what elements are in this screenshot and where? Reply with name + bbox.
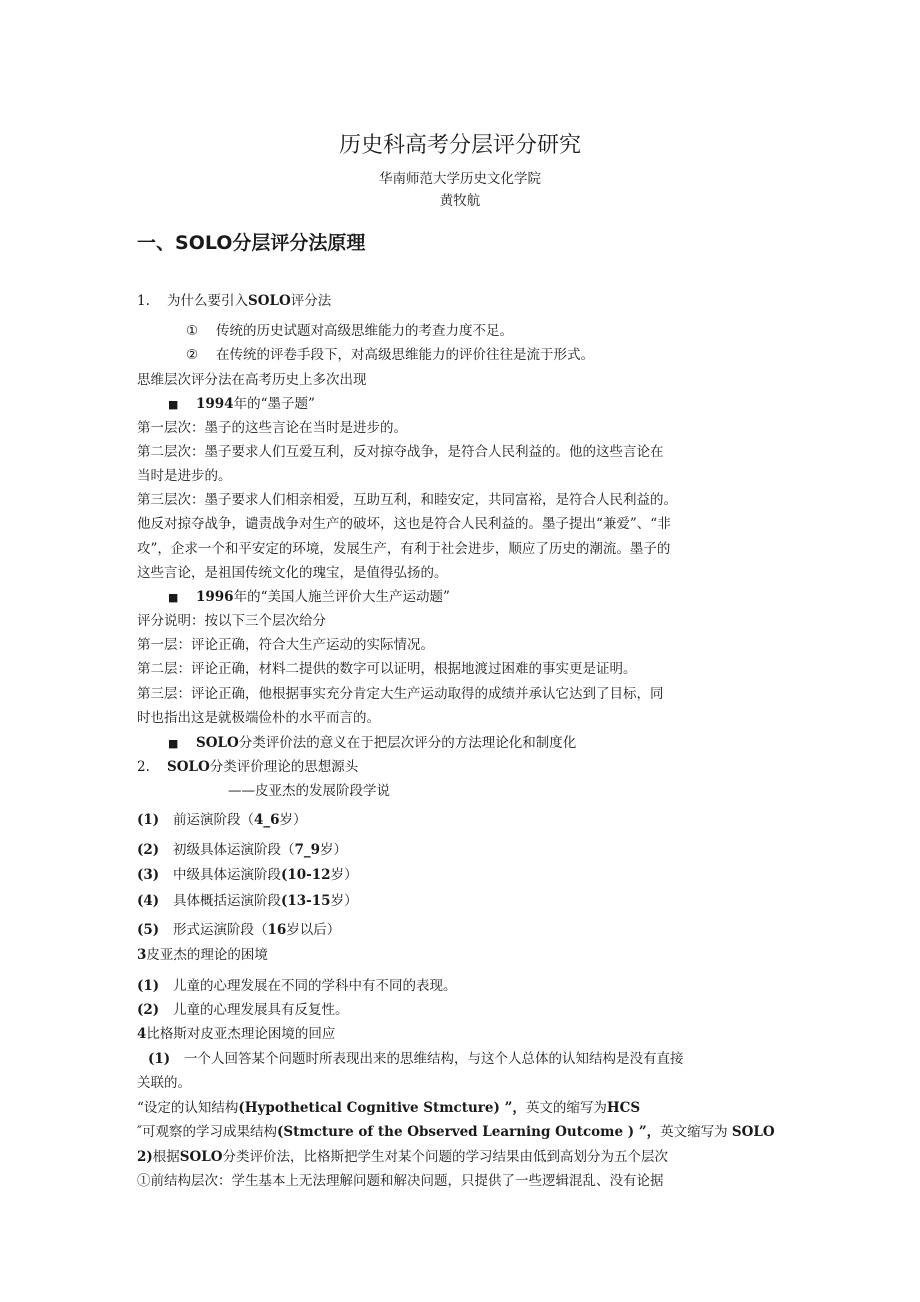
mozi-line: 这些言论，是祖国传统文化的瑰宝，是值得弘扬的。 xyxy=(137,565,448,581)
bullet-1994: ■ 1994年的“墨子题” xyxy=(168,396,315,412)
dilemma-item: (2) 儿童的心理发展具有反复性。 xyxy=(137,1002,349,1018)
document-title: 历史科高考分层评分研究 xyxy=(338,133,581,158)
stage-item: (5) 形式运演阶段（16岁以后） xyxy=(137,922,341,938)
question-2: 2. SOLO分类评价理论的思想源头 xyxy=(137,759,359,775)
shilan-line: 第二层：评论正确，材料二提供的数字可以证明，根据地渡过困难的事实更是证明。 xyxy=(137,661,637,677)
stage-item: (1) 前运演阶段（4_6岁） xyxy=(137,812,307,828)
question-2-subtitle: ——皮亚杰的发展阶段学说 xyxy=(228,783,390,799)
mozi-line: 第三层次：墨子要求人们相亲相爱，互助互利，和睦安定，共同富裕，是符合人民利益的。 xyxy=(137,492,677,508)
author: 黄牧航 xyxy=(439,193,481,209)
bullet-solo: ■ SOLO分类评价法的意义在于把层次评分的方法理论化和制度化 xyxy=(168,735,577,751)
response-1-cont: 关联的。 xyxy=(137,1075,191,1091)
stage-item: (2) 初级具体运演阶段（7_9岁） xyxy=(137,842,348,858)
section-heading-1: 一、SOLO分层评分法原理 xyxy=(137,232,366,254)
question-4: 4比格斯对皮亚杰理论困境的回应 xyxy=(137,1026,336,1042)
reason-1: ① 传统的历史试题对高级思维能力的考查力度不足。 xyxy=(186,323,513,339)
shilan-line: 第一层：评论正确，符合大生产运动的实际情况。 xyxy=(137,637,434,653)
mozi-line: 第二层次：墨子要求人们互爱互利，反对掠夺战争，是符合人民利益的。他的这些言论在 xyxy=(137,444,664,460)
question-3: 3皮亚杰的理论的困境 xyxy=(137,947,268,963)
mozi-line: 攻”，企求一个和平安定的环境，发展生产，有利于社会进步，顺应了历史的潮流。墨子的 xyxy=(137,541,671,557)
shilan-line: 评分说明：按以下三个层次给分 xyxy=(137,613,326,629)
question-1: 1. 为什么要引入SOLO评分法 xyxy=(137,293,332,309)
bullet-1996: ■ 1996年的“美国人施兰评价大生产运动题” xyxy=(168,589,450,605)
solo-line: ″可观察的学习成果结构(Stmcture of the Observed Learning Outcome ) ”，英文缩写为 SOLO xyxy=(137,1124,775,1140)
mozi-line: 他反对掠夺战争，谴责战争对生产的破坏，这也是符合人民利益的。墨子提出“兼爱”、“非 xyxy=(137,516,671,532)
shilan-line: 时也指出这是就极端俭朴的水平而言的。 xyxy=(137,710,380,726)
response-1: (1) 一个人回答某个问题时所表现出来的思维结构，与这个人总体的认知结构是没有直接 xyxy=(148,1051,684,1067)
intro-text: 思维层次评分法在高考历史上多次出现 xyxy=(137,372,367,388)
dilemma-item: (1) 儿童的心理发展在不同的学科中有不同的表现。 xyxy=(137,978,457,994)
stage-item: (3) 中级具体运演阶段(10-12岁） xyxy=(137,867,358,883)
prestructural-line: ①前结构层次：学生基本上无法理解问题和解决问题，只提供了一些逻辑混乱、没有论据 xyxy=(137,1173,664,1189)
mozi-line: 第一层次：墨子的这些言论在当时是进步的。 xyxy=(137,420,407,436)
hcs-line: “设定的认知结构(Hypothetical Cognitive Stmcture) ”，英文的缩写为HCS xyxy=(137,1100,641,1116)
stage-item: (4) 具体概括运演阶段(13-15岁） xyxy=(137,893,358,909)
response-2: 2)根据SOLO分类评价法，比格斯把学生对某个问题的学习结果由低到高划分为五个层次 xyxy=(137,1149,669,1165)
reason-2: ② 在传统的评卷手段下，对高级思维能力的评价往往是流于形式。 xyxy=(186,347,594,363)
mozi-line: 当时是进步的。 xyxy=(137,468,232,484)
institution: 华南师范大学历史文化学院 xyxy=(379,171,541,187)
shilan-line: 第三层：评论正确，他根据事实充分肯定大生产运动取得的成绩并承认它达到了目标，同 xyxy=(137,686,664,702)
